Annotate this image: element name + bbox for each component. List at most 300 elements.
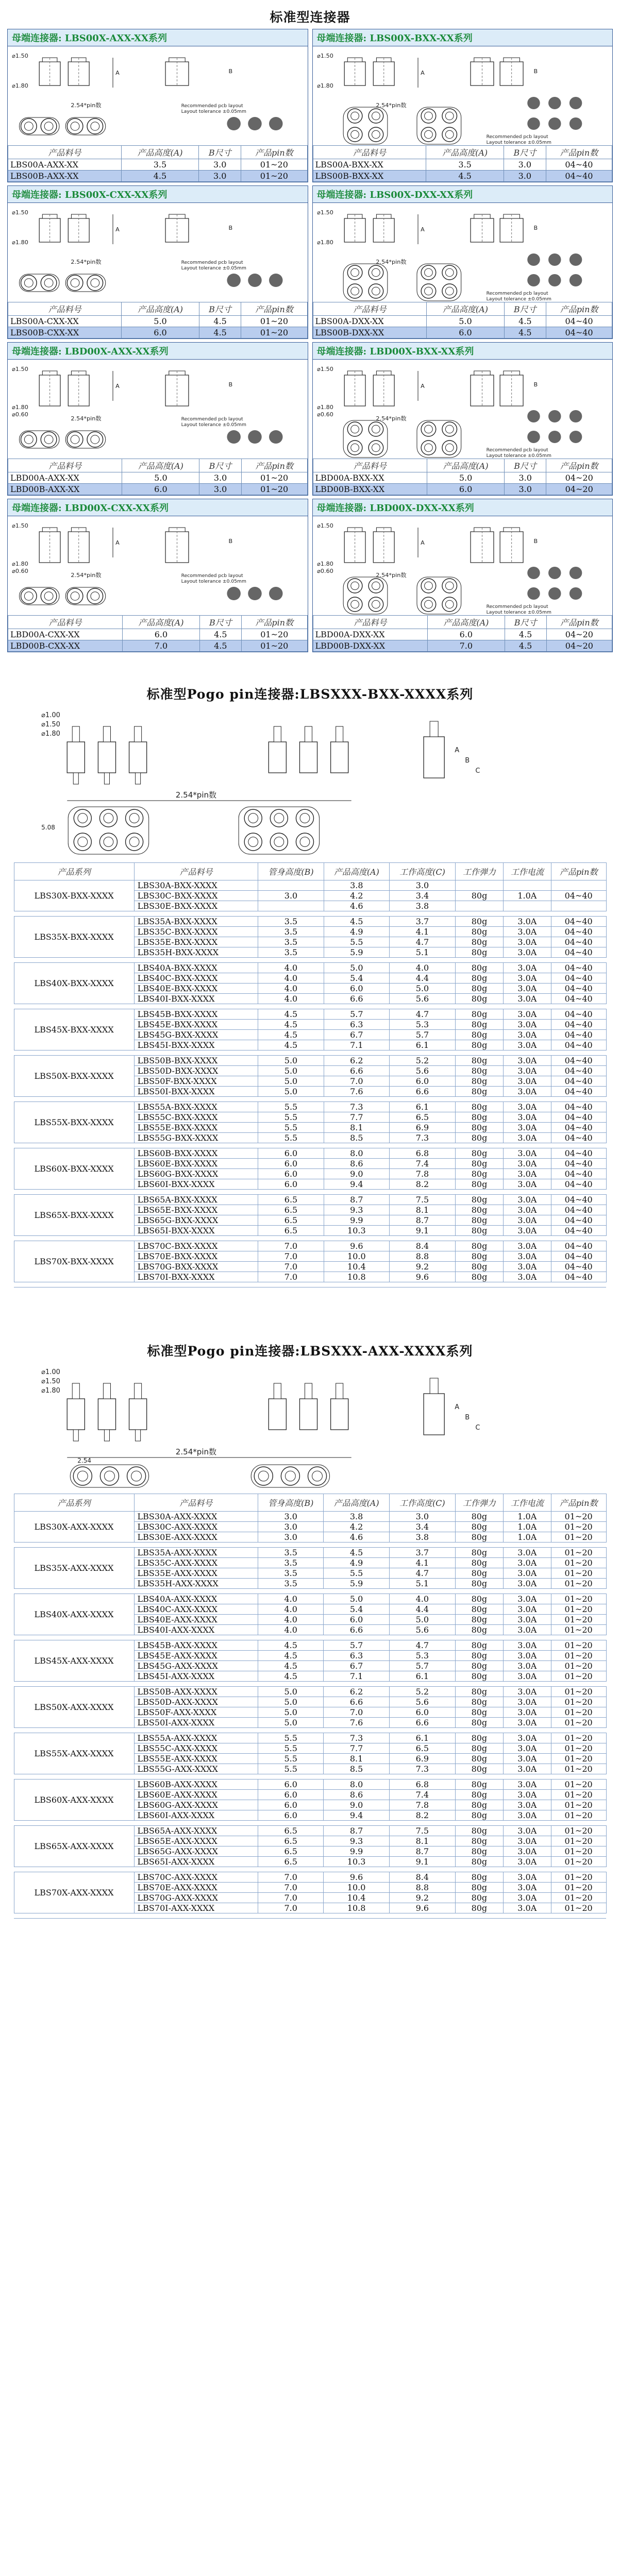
table-cell: 80g [455,1800,503,1810]
table-cell: LBS50B-BXX-XXXX [134,1056,258,1066]
table-header-row [313,146,612,159]
column-header: 产品高度(A) [427,459,505,472]
table-cell: 80g [455,1671,503,1682]
table-cell: 80g [456,1241,504,1251]
column-header: 产品高度(A) [324,1494,389,1512]
table-cell: 6.0 [258,1810,324,1821]
dim-label-b: B [533,225,538,231]
pcb-pad [248,117,262,130]
pitch-label: 2.54*pin数 [175,1447,217,1456]
table-row [8,640,308,652]
table-row [8,316,308,327]
pcb-pad [269,274,283,287]
group-spacer-row [14,1282,606,1287]
table-cell: 5.4 [324,973,389,984]
dim-diameter: ⌀0.60 [316,411,333,418]
table-cell: 3.0A [503,1579,551,1589]
connector-panel [7,29,308,182]
table-cell: 7.0 [324,1076,389,1087]
pcb-pad [527,431,540,443]
table-cell: 5.5 [258,1743,324,1754]
table-cell: 3.0A [503,1903,551,1913]
table-cell: 01~20 [551,1615,606,1625]
table-cell: 8.2 [389,1810,455,1821]
pcb-note: Recommended pcb layout [486,604,548,609]
table-cell: 6.0 [258,1169,324,1179]
group-spacer-row [14,1821,606,1826]
series-cell: LBS60X-BXX-XXXX [14,1148,134,1190]
table-cell: 6.6 [389,1087,455,1097]
table-row [14,1009,606,1020]
table-row [8,159,308,171]
pcb-pad [569,97,581,109]
table-cell: 8.8 [389,1883,455,1893]
pcb-note: Recommended pcb layout [486,134,548,140]
table-cell: LBS55A-BXX-XXXX [134,1102,258,1112]
pcb-pad [548,253,561,266]
table-cell: 4.7 [389,1568,455,1579]
table-cell: LBS70E-BXX-XXXX [134,1251,258,1262]
table-cell: LBS45I-BXX-XXXX [134,1040,258,1050]
table-cell: LBS45E-AXX-XXXX [134,1651,258,1661]
pin-barrel [67,1399,85,1430]
front-view [343,577,461,614]
table-header-row [8,459,308,472]
table-row [313,640,612,652]
sec2-drawing [21,706,599,860]
pin-inner-ring [445,130,454,138]
table-cell: LBS50D-AXX-XXXX [134,1697,258,1707]
pcb-pad [527,567,540,579]
table-cell: 6.6 [324,1066,389,1076]
pin-inner-ring [372,600,380,608]
pin-tail [136,773,141,784]
dim-diameter: ⌀1.50 [41,1378,60,1385]
table-cell: 7.8 [389,1800,455,1810]
dim-diameter: ⌀1.00 [41,1368,60,1376]
table-cell: 4.5 [199,629,241,640]
table-cell: LBS35E-AXX-XXXX [134,1568,258,1579]
table-cell: 1.0A [503,1522,551,1532]
pin-inner-ring [350,425,359,433]
front-view [343,107,461,144]
table-cell: 3.0 [199,472,241,484]
table-cell: 6.0 [258,1148,324,1159]
connector-panel-grid [0,29,620,652]
pcb-pad [548,117,561,130]
pin-barrel [299,1399,317,1430]
pitch-label: 2.54*pin数 [71,259,102,265]
table-cell: 7.5 [389,1826,455,1836]
table-cell [503,880,551,891]
pin-inner-ring [312,1471,323,1481]
table-cell: 3.0A [503,1040,551,1050]
table-cell: 80g [456,1020,504,1030]
table-cell: LBS35H-AXX-XXXX [134,1579,258,1589]
connector-panel [312,185,613,339]
table-cell: 6.3 [324,1651,389,1661]
table-cell: 5.0 [258,1687,324,1697]
panel-heading: 母端连接器: LBD00X-BXX-XX系列 [313,343,613,360]
table-row [313,159,612,171]
table-cell: 3.0 [199,484,241,495]
table-cell: LBS65I-BXX-XXXX [134,1226,258,1236]
spacer-cell [14,1282,606,1287]
table-cell: 04~40 [551,973,606,984]
table-cell: 04~40 [551,1056,606,1066]
table-cell: 8.7 [389,1846,455,1857]
panel-spec-table [313,302,613,338]
table-cell: 04~40 [551,947,606,958]
spacer-cell [14,1004,606,1009]
table-cell: 6.0 [324,984,389,994]
table-cell: 80g [456,927,504,937]
table-row [14,1102,606,1112]
pin-inner-ring [44,279,53,287]
sec3-spec-table [14,1494,607,1919]
table-cell: 80g [455,1893,503,1903]
column-header: B尺寸 [199,146,241,159]
table-cell: 01~20 [551,1883,606,1893]
table-cell: 01~20 [551,1604,606,1615]
table-cell: 10.3 [324,1857,389,1867]
dim-diameter: ⌀1.50 [316,522,333,529]
column-header: 产品料号 [313,616,428,629]
table-cell: 80g [456,1215,504,1226]
pin-barrel [269,1399,286,1430]
pogo-drawing [41,711,480,854]
pcb-pad [527,253,540,266]
sec2-title: 标准型Pogo pin连接器:LBSXXX-BXX-XXXX系列 [146,687,474,702]
table-cell: 10.0 [324,1883,389,1893]
table-cell: 80g [456,1009,504,1020]
sec1-title: 标准型连接器 [270,10,350,25]
table-cell: 80g [455,1640,503,1651]
table-cell: 3.0A [503,1123,551,1133]
table-cell: LBS45B-BXX-XXXX [134,1009,258,1020]
table-cell: 01~20 [241,327,307,338]
table-cell: 01~20 [551,1754,606,1764]
table-cell: 3.4 [389,1522,455,1532]
pin-inner-ring [274,814,284,823]
series-cell: LBS45X-BXX-XXXX [14,1009,134,1050]
table-cell: 4.5 [258,1009,324,1020]
table-cell: 3.0A [503,1112,551,1123]
table-cell: 3.0A [503,1169,551,1179]
table-cell: 3.0 [504,472,546,484]
panel-spec-table [313,459,613,495]
table-cell: 01~20 [551,1512,606,1522]
table-row [14,1241,606,1251]
pin-inner-ring [24,592,33,601]
dim-label-a: A [455,747,460,754]
pin-tail [73,773,78,784]
pin-plunger [135,1383,142,1399]
table-cell: 5.7 [324,1009,389,1020]
table-cell: 7.4 [389,1790,455,1800]
table-cell: 80g [455,1903,503,1913]
table-cell: 04~40 [551,1148,606,1159]
pin-inner-ring [24,279,33,287]
table-cell: 80g [455,1604,503,1615]
table-cell: 01~20 [551,1810,606,1821]
front-view [19,274,105,292]
table-cell: 3.0 [504,159,546,171]
pcb-pad [527,274,540,286]
pcb-note: Layout tolerance ±0.05mm [181,422,246,428]
table-cell: 3.0A [503,1195,551,1205]
pin-inner-ring [372,287,380,295]
table-cell: 3.0 [504,484,546,495]
pin-inner-ring [372,130,380,138]
table-cell: 04~40 [551,917,606,927]
table-cell: 04~40 [551,1020,606,1030]
table-cell: 9.3 [324,1205,389,1215]
dim-label-a: A [420,539,425,546]
pin-inner-ring [300,837,310,847]
pin-inner-ring [24,435,33,444]
group-spacer-row [14,1004,606,1009]
dim-label-c: C [475,767,480,775]
table-cell: 5.6 [389,1066,455,1076]
table-cell: 04~40 [551,1226,606,1236]
table-cell [456,880,504,891]
table-cell: LBS35C-AXX-XXXX [134,1558,258,1568]
front-view [19,587,105,605]
pin-plunger [274,726,281,742]
table-cell: 04~40 [551,1205,606,1215]
column-header: 产品料号 [8,616,123,629]
column-header: 产品高度(A) [324,863,389,880]
dim-label-a: A [115,70,120,76]
column-header: 产品高度(A) [426,146,504,159]
pin-inner-ring [78,837,88,847]
table-cell: LBS55A-AXX-XXXX [134,1733,258,1743]
table-cell: 04~40 [551,1272,606,1282]
table-cell: 80g [456,1169,504,1179]
table-cell: 01~20 [241,316,307,327]
pin-inner-ring [71,122,79,131]
table-row [8,171,308,182]
table-cell: 10.4 [324,1893,389,1903]
table-cell: LBS40E-BXX-XXXX [134,984,258,994]
panel-drawing [313,360,613,459]
table-cell: 80g [455,1733,503,1743]
pcb-note: Recommended pcb layout [486,291,548,296]
series-cell: LBS50X-BXX-XXXX [14,1056,134,1097]
side-views [317,209,538,265]
table-row [14,1148,606,1159]
table-cell: 3.8 [324,880,389,891]
column-header: 产品pin数 [546,459,612,472]
column-header: B尺寸 [199,302,241,316]
table-cell: 4.1 [389,927,455,937]
table-cell [456,901,504,911]
table-cell: LBS55E-BXX-XXXX [134,1123,258,1133]
table-cell: 3.0A [503,1030,551,1040]
table-cell: 4.5 [258,1040,324,1050]
pcb-note: Recommended pcb layout [181,573,243,579]
table-cell: 4.0 [258,1594,324,1604]
table-cell: 80g [455,1872,503,1883]
series-cell: LBS65X-AXX-XXXX [14,1826,134,1867]
table-cell: 3.0A [503,1594,551,1604]
table-cell: 5.5 [258,1102,324,1112]
column-header: 产品pin数 [241,146,307,159]
table-cell: 6.5 [258,1195,324,1205]
table-header-row [313,302,612,316]
table-cell: 04~20 [546,484,612,495]
table-cell: 3.0A [503,973,551,984]
group-spacer-row [14,1867,606,1872]
table-cell: 10.0 [324,1251,389,1262]
table-cell: 04~40 [551,891,606,901]
table-cell: 4.0 [258,984,324,994]
pin-barrel [269,742,286,773]
table-cell: 7.0 [258,1251,324,1262]
table-cell: LBS60G-BXX-XXXX [134,1169,258,1179]
panel-heading: 母端连接器: LBS00X-DXX-XX系列 [313,186,613,203]
table-cell: 4.5 [199,316,241,327]
table-cell: 3.0A [503,1087,551,1097]
drawing-svg [313,46,613,145]
column-header: 工作高度(C) [389,863,455,880]
table-cell: 6.0 [427,327,504,338]
table-cell: 8.4 [389,1241,455,1251]
sec3-drawing [21,1363,599,1492]
pcb-pad [569,567,581,579]
table-cell: 6.0 [389,1076,455,1087]
table-cell: 4.1 [389,1558,455,1568]
table-row [313,316,612,327]
table-cell: 3.0A [503,1020,551,1030]
table-cell: LBS50D-BXX-XXXX [134,1066,258,1076]
table-cell: LBS35H-BXX-XXXX [134,947,258,958]
column-header: 产品料号 [8,459,122,472]
pin-barrel [331,742,348,773]
pcb-pad [227,587,241,600]
series-cell: LBS30X-AXX-XXXX [14,1512,134,1543]
dim-diameter: ⌀1.80 [41,730,60,738]
series-cell: LBS35X-AXX-XXXX [14,1548,134,1589]
table-row [14,1195,606,1205]
table-cell: 3.5 [426,159,504,171]
table-cell: 01~20 [551,1836,606,1846]
pcb-pad [527,587,540,600]
dim-diameter: ⌀1.50 [316,366,333,372]
pcb-layout [486,567,582,615]
table-header-row [8,146,308,159]
table-cell: 01~20 [551,1687,606,1697]
table-cell: 04~40 [551,1066,606,1076]
table-cell: 01~20 [551,1625,606,1635]
pin-inner-ring [424,425,432,433]
table-cell: 8.8 [389,1251,455,1262]
drawing-svg [313,203,613,302]
table-cell: 80g [456,984,504,994]
sec3-title: 标准型Pogo pin连接器:LBSXXX-AXX-XXXX系列 [147,1344,473,1359]
table-cell: 3.0A [503,1604,551,1615]
table-cell: 6.2 [324,1056,389,1066]
table-row [313,629,612,640]
table-cell: 7.3 [389,1133,455,1143]
table-cell: 6.8 [389,1148,455,1159]
group-spacer-row [14,958,606,963]
pin-barrel [129,1399,147,1430]
pcb-layout [181,417,283,444]
table-cell: 4.0 [258,963,324,973]
table-cell: 3.0A [503,1076,551,1087]
table-cell [551,880,606,891]
table-cell: 5.5 [258,1733,324,1743]
table-cell: 4.5 [324,917,389,927]
pin-plunger [336,726,343,742]
table-cell: LBD00A-DXX-XX [313,629,428,640]
table-row [14,1056,606,1066]
dim-label-b: B [228,538,233,545]
table-cell: LBS40I-AXX-XXXX [134,1625,258,1635]
table-cell: 5.3 [389,1651,455,1661]
table-cell: LBS60G-AXX-XXXX [134,1800,258,1810]
table-cell: 04~20 [546,472,612,484]
dim-label-b: B [465,757,470,765]
table-cell: 4.4 [389,1604,455,1615]
dim-label-b: B [465,1414,470,1421]
pin-inner-ring [274,837,284,847]
table-cell: 3.0A [503,1671,551,1682]
table-cell: 80g [455,1857,503,1867]
table-cell: 80g [455,1548,503,1558]
pitch-label: 2.54*pin数 [375,572,407,579]
pin-plunger [336,1383,343,1399]
pin-inner-ring [350,130,359,138]
table-cell: 80g [455,1558,503,1568]
table-cell: 04~40 [551,927,606,937]
pcb-note: Layout tolerance ±0.05mm [181,579,246,584]
column-header: 产品高度(A) [121,146,199,159]
pin-inner-ring [424,600,432,608]
table-cell: 8.5 [324,1133,389,1143]
table-cell: 80g [456,937,504,947]
table-cell: 3.0A [503,1226,551,1236]
table-cell: 3.0A [503,1066,551,1076]
table-cell: 01~20 [551,1790,606,1800]
pcb-pad [569,410,581,422]
table-cell: 8.0 [324,1780,389,1790]
table-cell: 5.0 [122,472,199,484]
table-cell: 9.2 [389,1893,455,1903]
dim-label-c: C [475,1424,480,1432]
table-cell: 80g [456,1159,504,1169]
table-cell: 3.5 [258,1568,324,1579]
table-cell: LBS30C-AXX-XXXX [134,1522,258,1532]
table-cell: 4.5 [258,1661,324,1671]
table-cell: 8.2 [389,1179,455,1190]
pin-tail [104,1430,109,1441]
table-cell: LBS45G-AXX-XXXX [134,1661,258,1671]
table-cell: 9.6 [324,1872,389,1883]
column-header: 管身高度(B) [258,1494,324,1512]
table-cell: 4.9 [324,927,389,937]
pcb-note: Layout tolerance ±0.05mm [486,297,551,302]
table-cell: 1.0A [503,891,551,901]
table-cell: 5.6 [389,994,455,1004]
pin-inner-ring [71,592,79,601]
spacer-cell [14,1774,606,1780]
pin-inner-ring [129,837,139,847]
table-cell: 10.8 [324,1903,389,1913]
pcb-pad [569,253,581,266]
